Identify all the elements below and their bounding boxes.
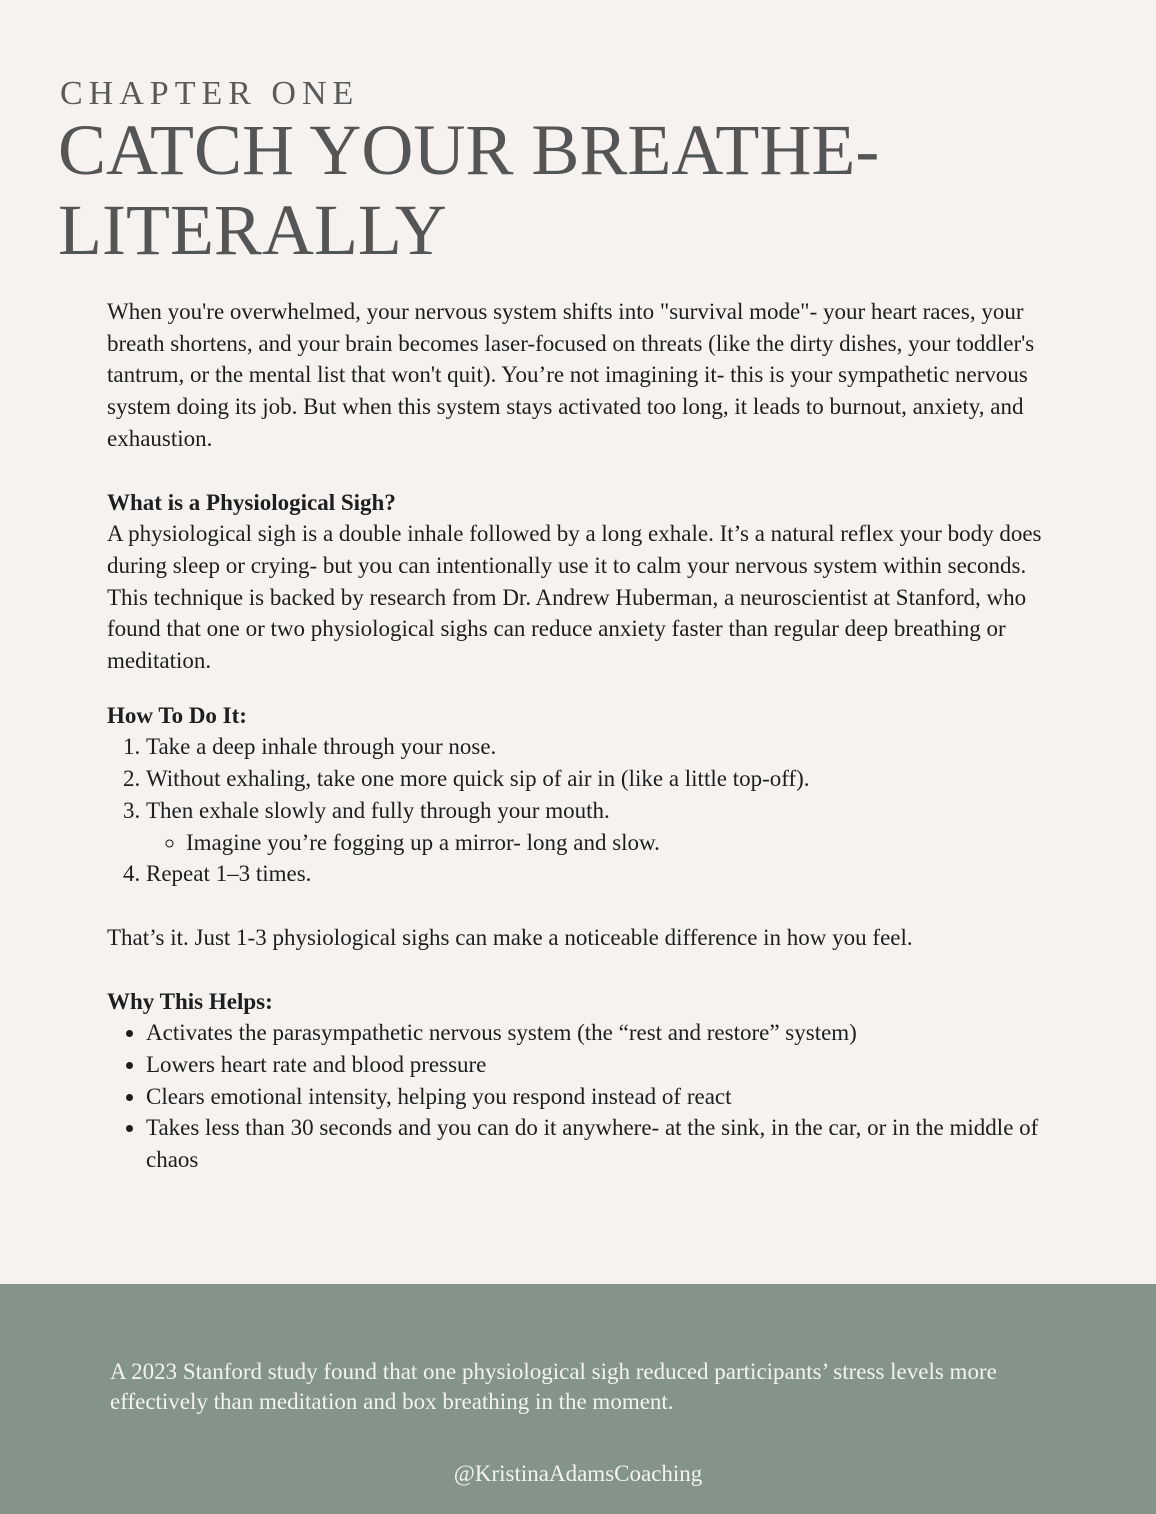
how-to-heading: How To Do It:: [107, 702, 247, 728]
benefits-list: [107, 1017, 1057, 1176]
benefit-item: • Lowers heart rate and blood pressure: [146, 1049, 1057, 1081]
spacer: [107, 954, 1057, 986]
intro-paragraph: When you're overwhelmed, your nervous system shifts into "survival mode"- your heart races, your breath shortens, and your brain becomes laser-focused on threats (like the dirty dishes, your toddler's tantrum, or the mental list that won't quit). You’re not imagining it- this is your sympathetic nervous system doing its job. But when this system stays activated too long, it leads to burnout, anxiety, and exhaustion.: [107, 299, 1035, 451]
summary-paragraph: That’s it. Just 1-3 physiological sighs can make a noticeable difference in how you feel.: [107, 924, 913, 950]
main-content: [107, 296, 1057, 1176]
steps-list: [107, 731, 1057, 890]
spacer: [107, 890, 1057, 922]
footer-fact: A 2023 Stanford study found that one physiological sigh reduced participants’ stress levels more effectively than meditation and box breathing in the moment.: [110, 1359, 997, 1414]
chapter-title: CATCH YOUR BREATHE- LITERALLY: [58, 110, 880, 270]
step-item: 2. Without exhaling, take one more quick sip of air in (like a little top-off).: [146, 763, 1057, 795]
sub-steps-list: [146, 827, 1057, 859]
spacer: [107, 455, 1057, 487]
what-is-paragraph: A physiological sigh is a double inhale followed by a long exhale. It’s a natural reflex your body does during sleep or crying- but you can intentionally use it to calm your nervous system within seconds.: [107, 521, 1042, 578]
what-is-heading: What is a Physiological Sigh?: [107, 489, 396, 515]
step-item: [146, 795, 1057, 858]
benefit-item: • Activates the parasympathetic nervous system (the “rest and restore” system): [146, 1017, 1057, 1049]
sub-step-item: ◦ Imagine you’re fogging up a mirror- long and slow.: [186, 827, 1057, 859]
spacer: [107, 677, 1057, 700]
step-item: 1. Take a deep inhale through your nose.: [146, 731, 1057, 763]
chapter-label: CHAPTER ONE: [60, 75, 360, 112]
research-paragraph: This technique is backed by research from Dr. Andrew Huberman, a neuroscientist at Stanford, who found that one or two physiological sighs can reduce anxiety faster than regular deep breathing or meditation.: [107, 584, 1027, 674]
benefit-item: • Clears emotional intensity, helping you respond instead of react: [146, 1081, 1057, 1113]
why-heading: Why This Helps:: [107, 988, 273, 1014]
step-text: Then exhale slowly and fully through your mouth.: [146, 797, 610, 823]
social-handle: @KristinaAdamsCoaching: [453, 1461, 703, 1486]
step-item: 4. Repeat 1–3 times.: [146, 858, 1057, 890]
benefit-item: • Takes less than 30 seconds and you can do it anywhere- at the sink, in the car, or in the middle of chaos: [146, 1112, 1057, 1175]
